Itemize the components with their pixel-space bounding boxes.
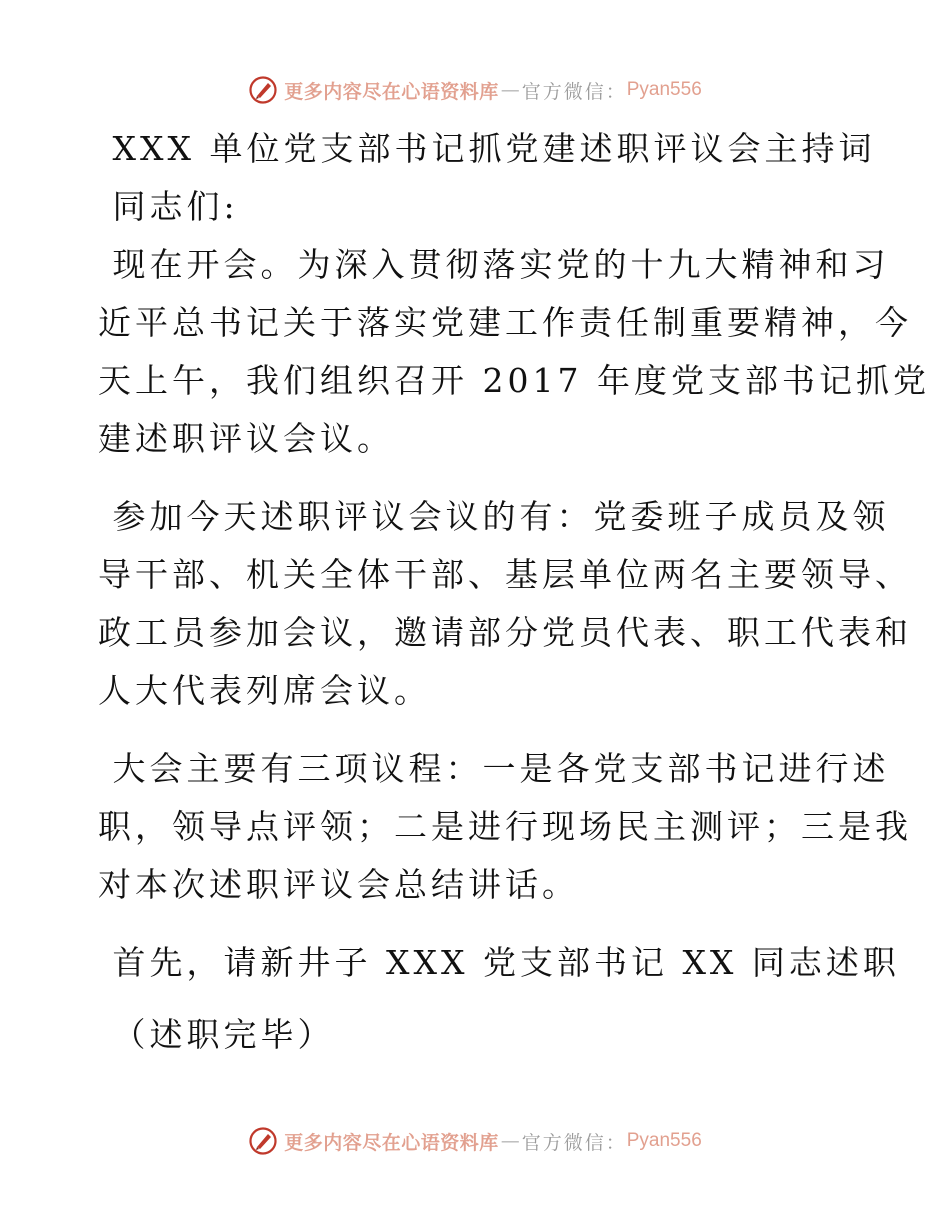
footer-watermark — [0, 1121, 950, 1161]
watermark-separator: — — [500, 1130, 520, 1152]
paragraph-line: 大会主要有三项议程：一是各党支部书记进行述 — [98, 749, 890, 788]
paragraph-line: 近平总书记关于落实党建工作责任制重要精神，今 — [98, 303, 912, 342]
paragraph-line: 参加今天述职评议会议的有：党委班子成员及领 — [98, 497, 890, 536]
paragraph-line: 导干部、机关全体干部、基层单位两名主要领导、 — [98, 555, 912, 594]
greeting: 同志们: — [98, 187, 239, 226]
paragraph-line: 现在开会。为深入贯彻落实党的十九大精神和习 — [98, 245, 890, 284]
paragraph-attendees — [98, 488, 912, 720]
paragraph-line: 对本次述职评议会总结讲话。 — [98, 865, 579, 904]
watermark-separator: — — [500, 79, 520, 101]
pen-circle-logo-icon — [248, 1126, 278, 1156]
watermark-wechat-label: 官方微信： — [521, 1131, 627, 1154]
pen-circle-logo-icon — [248, 75, 278, 105]
watermark-brand-text: 更多内容尽在心语资料库 — [284, 1131, 499, 1154]
paragraph-line: 建述职评议会议。 — [98, 419, 394, 458]
paragraph-opening — [98, 236, 930, 468]
watermark-brand-text: 更多内容尽在心语资料库 — [284, 80, 499, 103]
paragraph-line: 职，领导点评领；二是进行现场民主测评；三是我 — [98, 807, 912, 846]
watermark-wechat-id: Pyan556 — [626, 1130, 702, 1151]
paragraph-first-speaker: 首先，请新井子 XXX 党支部书记 XX 同志述职 — [98, 943, 900, 982]
document-title: XXX 单位党支部书记抓党建述职评议会主持词 — [98, 129, 876, 168]
paragraph-line: 人大代表列席会议。 — [98, 671, 431, 710]
paragraph-report-finished: （述职完毕） — [98, 1015, 335, 1054]
document-body — [98, 120, 930, 1064]
paragraph-agenda — [98, 740, 912, 914]
paragraph-line: 天上午，我们组织召开 2017 年度党支部书记抓党 — [98, 361, 930, 400]
paragraph-line: 政工员参加会议，邀请部分党员代表、职工代表和 — [98, 613, 912, 652]
watermark-wechat-label: 官方微信： — [521, 80, 627, 103]
header-watermark — [0, 70, 950, 110]
watermark-wechat-id: Pyan556 — [626, 79, 702, 100]
